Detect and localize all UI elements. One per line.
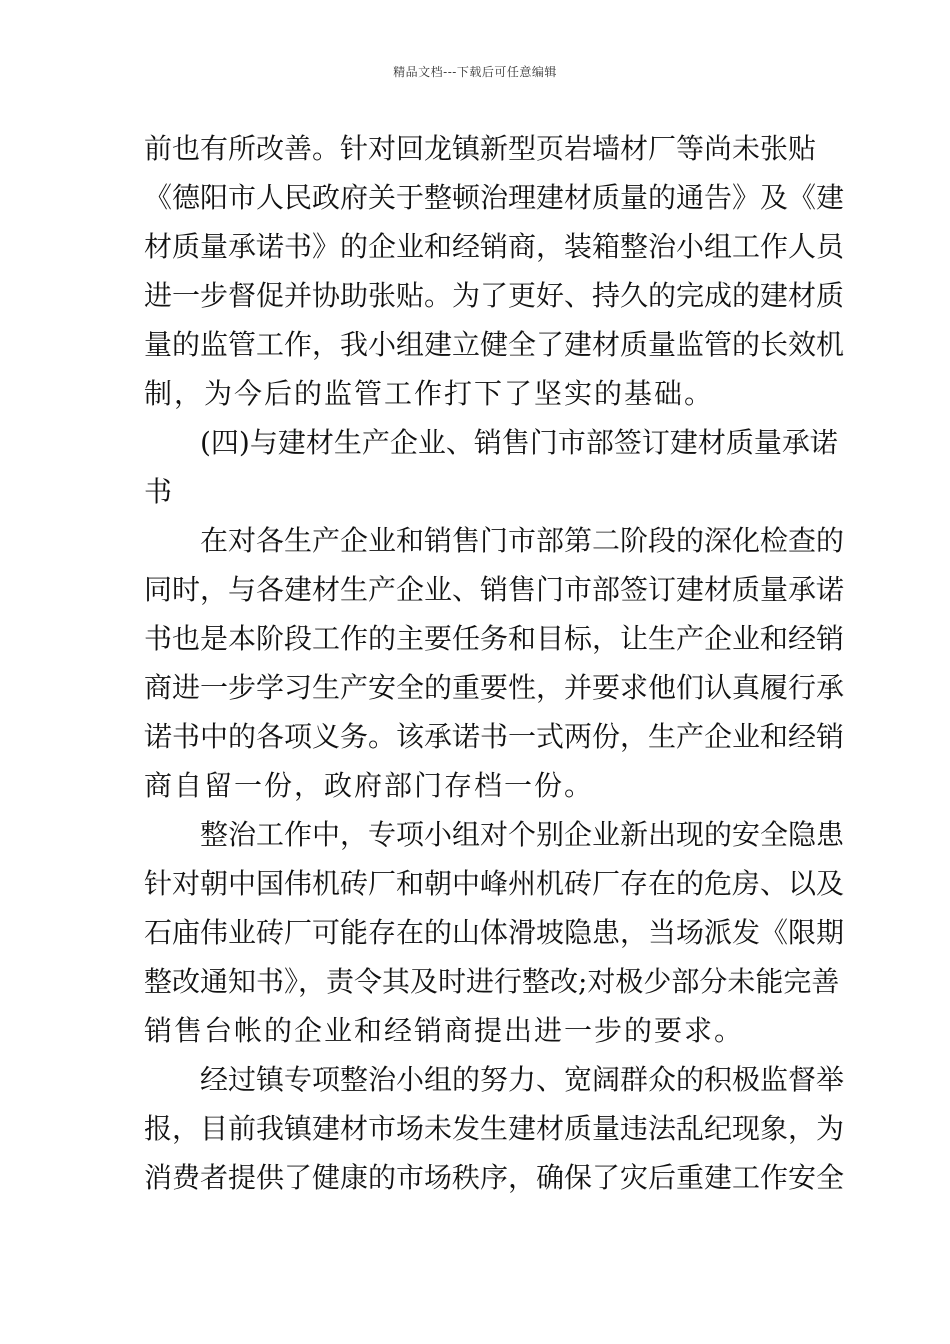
text-line: 在对各生产企业和销售门市部第二阶段的深化检查的 (200, 524, 845, 557)
text-line: 量的监管工作，我小组建立健全了建材质量监管的长效机 (144, 328, 845, 361)
page-header: 精品文档---下载后可任意编辑 (393, 65, 557, 79)
text-line: 商进一步学习生产安全的重要性，并要求他们认真履行承 (144, 671, 845, 704)
text-line: 制，为今后的监管工作打下了坚实的基础。 (144, 377, 715, 410)
text-line: 针对朝中国伟机砖厂和朝中峰州机砖厂存在的危房、以及 (144, 867, 845, 900)
text-line: 材质量承诺书》的企业和经销商，装箱整治小组工作人员 (144, 230, 845, 263)
text-line: 同时，与各建材生产企业、销售门市部签订建材质量承诺 (144, 573, 845, 606)
text-line: 经过镇专项整治小组的努力、宽阔群众的积极监督举 (200, 1063, 845, 1096)
text-line: 商自留一份，政府部门存档一份。 (144, 769, 595, 802)
text-line: 前也有所改善。针对回龙镇新型页岩墙材厂等尚未张贴 (144, 132, 817, 165)
section-heading-cont: 书 (144, 475, 175, 508)
text-line: 石庙伟业砖厂可能存在的山体滑坡隐患，当场派发《限期 (144, 916, 845, 949)
text-line: 销售台帐的企业和经销商提出进一步的要求。 (144, 1014, 745, 1047)
text-line: 诺书中的各项义务。该承诺书一式两份，生产企业和经销 (144, 720, 845, 753)
text-line: 报，目前我镇建材市场未发生建材质量违法乱纪现象，为 (144, 1112, 845, 1145)
text-line: 整改通知书》，责令其及时进行整改;对极少部分未能完善 (144, 965, 840, 998)
text-line: 消费者提供了健康的市场秩序，确保了灾后重建工作安全 (144, 1161, 845, 1194)
text-line: 《德阳市人民政府关于整顿治理建材质量的通告》及《建 (144, 181, 845, 214)
document-body (144, 124, 845, 1202)
text-line: 整治工作中，专项小组对个别企业新出现的安全隐患 (200, 818, 845, 851)
text-line: 进一步督促并协助张贴。为了更好、持久的完成的建材质 (144, 279, 845, 312)
section-heading: (四)与建材生产企业、销售门市部签订建材质量承诺 (200, 426, 838, 459)
text-line: 书也是本阶段工作的主要任务和目标，让生产企业和经销 (144, 622, 845, 655)
